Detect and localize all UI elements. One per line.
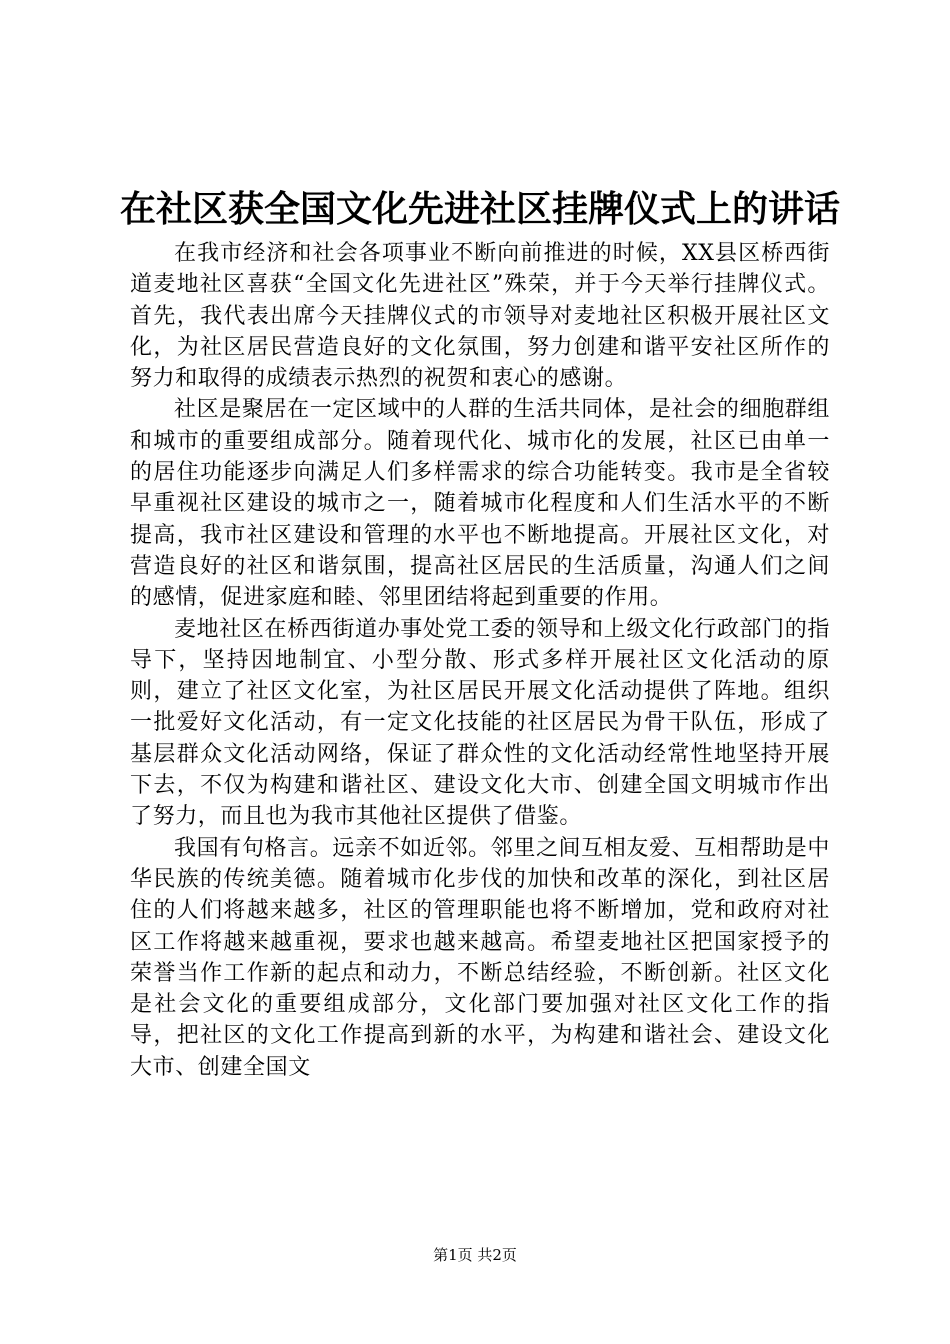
document-title: 在社区获全国文化先进社区挂牌仪式上的讲话 — [119, 188, 840, 230]
document-body — [130, 238, 830, 1083]
paragraph-1: 在我市经济和社会各项事业不断向前推进的时候，XX县区桥西街道麦地社区喜获“全国文化先进社区”殊荣，并于今天举行挂牌仪式。首先，我代表出席今天挂牌仪式的市领导对麦地社区积极开展社区文化，为社区居民营造良好的文化氛围，努力创建和谐平安社区所作的努力和取得的成绩表示热烈的祝贺和衷心的感谢。 — [130, 241, 830, 392]
page-number-footer: 第1页 共2页 — [433, 1246, 517, 1264]
paragraph-2: 社区是聚居在一定区域中的人群的生活共同体，是社会的细胞群组和城市的重要组成部分。随着现代化、城市化的发展，社区已由单一的居住功能逐步向满足人们多样需求的综合功能转变。我市是全省较早重视社区建设的城市之一，随着城市化程度和人们生活水平的不断提高，我市社区建设和管理的水平也不断地提高。开展社区文化，对营造良好的社区和谐氛围，提高社区居民的生活质量，沟通人们之间的感情，促进家庭和睦、邻里团结将起到重要的作用。 — [130, 397, 830, 611]
paragraph-4: 我国有句格言。远亲不如近邻。邻里之间互相友爱、互相帮助是中华民族的传统美德。随着城市化步伐的加快和改革的深化，到社区居住的人们将越来越多，社区的管理职能也将不断增加，党和政府对社区工作将越来越重视，要求也越来越高。希望麦地社区把国家授予的荣誉当作工作新的起点和动力，不断总结经验，不断创新。社区文化是社会文化的重要组成部分，文化部门要加强对社区文化工作的指导，把社区的文化工作提高到新的水平，为构建和谐社会、建设文化大市、创建全国文 — [130, 835, 830, 1080]
paragraph-3: 麦地社区在桥西街道办事处党工委的领导和上级文化行政部门的指导下，坚持因地制宜、小型分散、形式多样开展社区文化活动的原则，建立了社区文化室，为社区居民开展文化活动提供了阵地。组织一批爱好文化活动，有一定文化技能的社区居民为骨干队伍，形成了基层群众文化活动网络，保证了群众性的文化活动经常性地坚持开展下去，不仅为构建和谐社区、建设文化大市、创建全国文明城市作出了努力，而且也为我市其他社区提供了借鉴。 — [130, 616, 830, 830]
